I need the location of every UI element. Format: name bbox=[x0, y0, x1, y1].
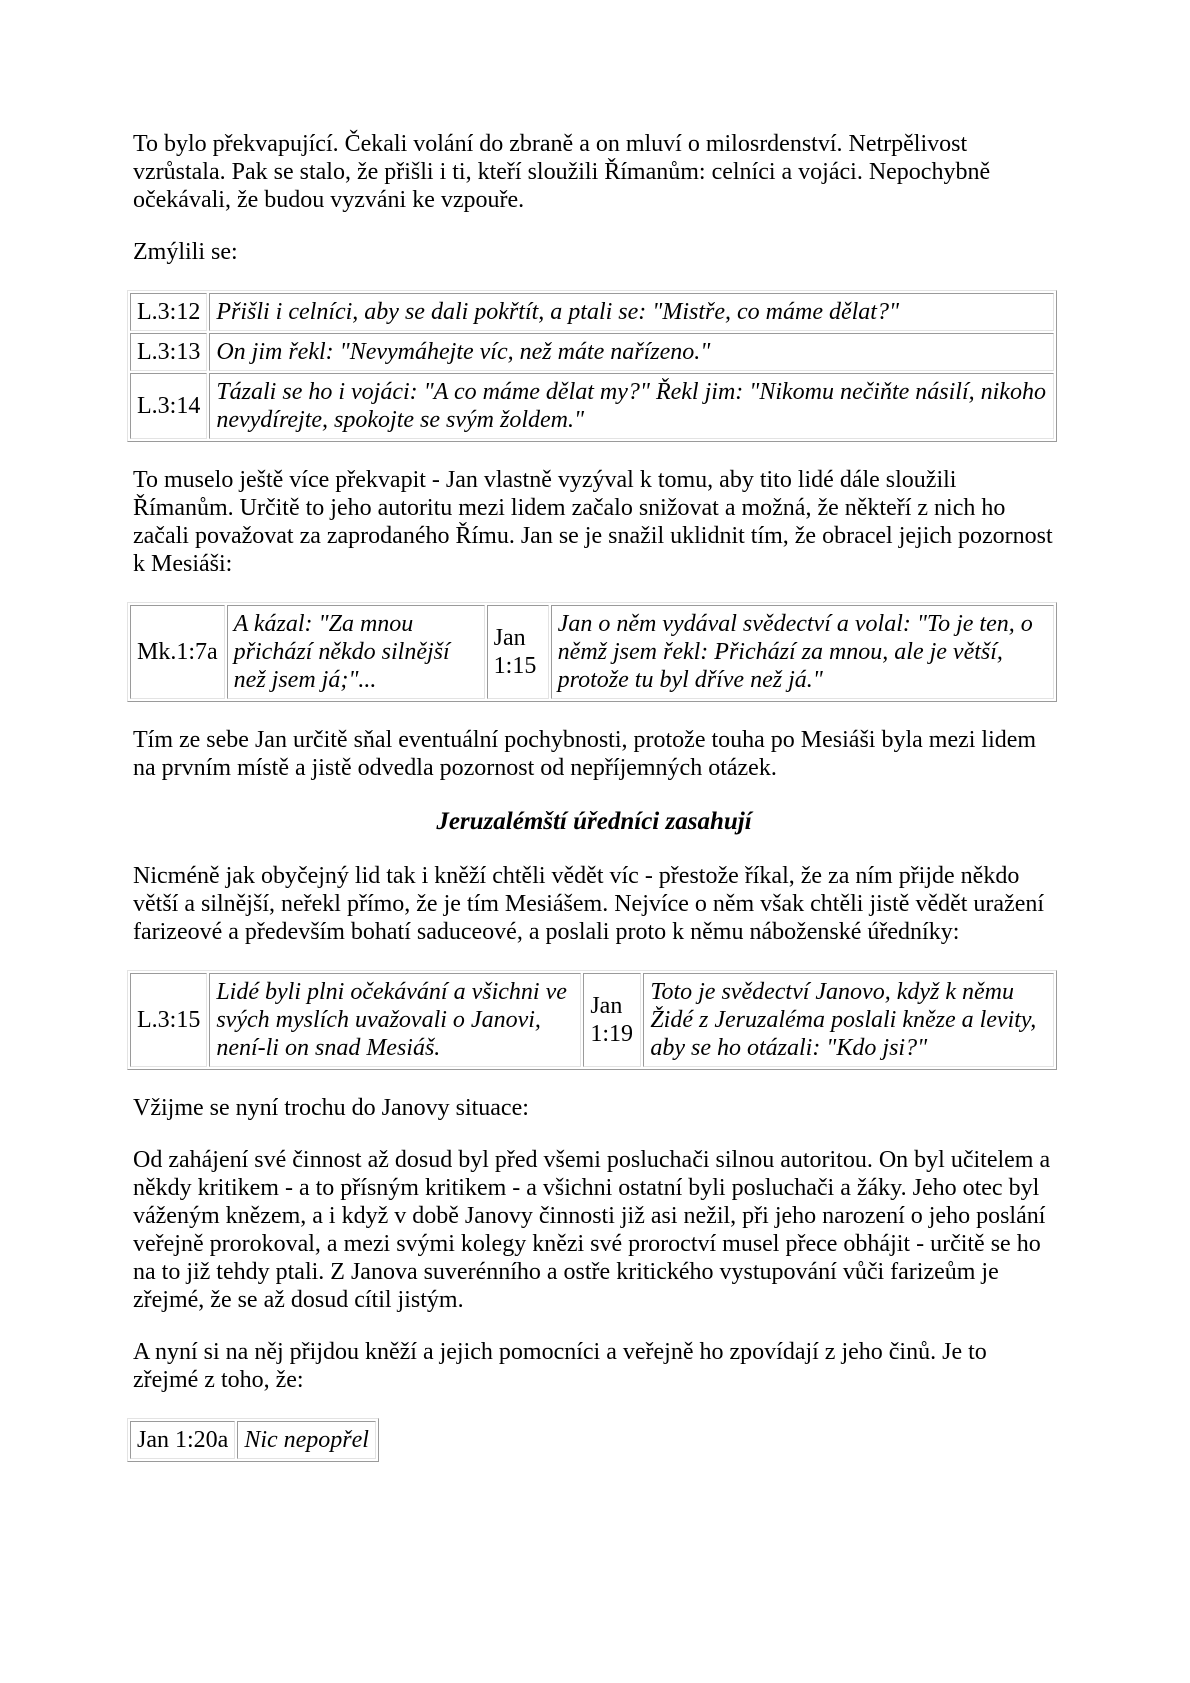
verse-reference: Mk.1:7a bbox=[130, 605, 225, 699]
verse-text: A kázal: "Za mnou přichází někdo silnější než jsem já;"... bbox=[227, 605, 485, 699]
table-row bbox=[130, 1421, 376, 1459]
paragraph-commentary: To muselo ještě více překvapit - Jan vlastně vyzýval k tomu, aby tito lidé dále sloužili Římanům. Určitě to jeho autoritu mezi lidem začalo snižovat a možná, že někteří z nich ho začali považovat za zaprodaného Římu. Jan se je snažil uklidnit tím, že obracel jejich pozornost k Mesiáši: bbox=[133, 467, 1053, 577]
paragraph-commentary: Nicméně jak obyčejný lid tak i kněží chtěli vědět víc - přestože říkal, že za ním přijde někdo větší a silnější, neřekl přímo, že je tím Mesiášem. Nejvíce o něm však chtěli jistě vědět uražení farizeové a především bohatí saduceové, a poslali proto k němu náboženské úředníky: bbox=[133, 863, 1045, 945]
verse-reference: L.3:13 bbox=[130, 333, 207, 371]
table-row bbox=[130, 973, 1054, 1067]
verse-text: Nic nepopřel bbox=[237, 1421, 376, 1459]
verse-text: Tázali se ho i vojáci: "A co máme dělat my?" Řekl jim: "Nikomu nečiňte násilí, nikoho nevydírejte, spokojte se svým žoldem." bbox=[209, 373, 1054, 439]
verse-reference: L.3:12 bbox=[130, 293, 207, 331]
verse-text: On jim řekl: "Nevymáhejte víc, než máte nařízeno." bbox=[209, 333, 1054, 371]
verse-reference: Jan 1:20a bbox=[130, 1421, 235, 1459]
verse-text: Jan o něm vydával svědectví a volal: "To je ten, o němž jsem řekl: Přichází za mnou, ale je větší, protože tu byl dříve než já." bbox=[551, 605, 1054, 699]
table-row bbox=[130, 605, 1054, 699]
paragraph-commentary: Vžijme se nyní trochu do Janovy situace: bbox=[133, 1095, 529, 1121]
paragraph-commentary: A nyní si na něj přijdou kněží a jejich pomocníci a veřejně ho zpovídají z jeho činů. Je to zřejmé z toho, že: bbox=[133, 1339, 987, 1393]
table-row bbox=[130, 333, 1054, 371]
paragraph-commentary: Tím ze sebe Jan určitě sňal eventuální pochybnosti, protože touha po Mesiáši byla mezi lidem na prvním místě a jistě odvedla pozornost od nepříjemných otázek. bbox=[133, 727, 1037, 781]
table-row bbox=[130, 293, 1054, 331]
verse-table-luke-3-12-14 bbox=[127, 290, 1057, 442]
verse-text: Přišli i celníci, aby se dali pokřtít, a ptali se: "Mistře, co máme dělat?" bbox=[209, 293, 1054, 331]
verse-text: Toto je svědectví Janovo, když k němu Židé z Jeruzaléma poslali kněze a levity, aby se ho otázali: "Kdo jsi?" bbox=[643, 973, 1054, 1067]
table-row bbox=[130, 373, 1054, 439]
verse-text: Lidé byli plni očekávání a všichni ve svých myslích uvažovali o Janovi, není-li on snad Mesiáš. bbox=[209, 973, 581, 1067]
paragraph-zmylili-se: Zmýlili se: bbox=[133, 239, 238, 265]
verse-table-luke-john bbox=[127, 970, 1057, 1070]
verse-table-john-1-20a bbox=[127, 1418, 379, 1462]
section-heading: Jeruzalémští úředníci zasahují bbox=[436, 808, 752, 835]
document-content bbox=[133, 130, 1055, 1484]
verse-reference: L.3:14 bbox=[130, 373, 207, 439]
paragraph-intro: To bylo překvapující. Čekali volání do zbraně a on mluví o milosrdenství. Netrpělivost vzrůstala. Pak se stalo, že přišli i ti, kteří sloužili Římanům: celníci a vojáci. Nepochybně očekávali, že budou vyzváni ke vzpouře. bbox=[133, 131, 991, 213]
verse-reference: Jan 1:19 bbox=[583, 973, 641, 1067]
verse-reference: L.3:15 bbox=[130, 973, 207, 1067]
verse-reference: Jan 1:15 bbox=[487, 605, 549, 699]
verse-table-mark-john bbox=[127, 602, 1057, 702]
paragraph-commentary: Od zahájení své činnost až dosud byl před všemi posluchači silnou autoritou. On byl učitelem a někdy kritikem - a to přísným kritikem - a všichni ostatní byli posluchači a žáky. Jeho otec byl váženým knězem, a i když v době Janovy činnosti již asi nežil, při jeho narození o jeho poslání veřejně prorokoval, a mezi svými kolegy knězi své proroctví musel přece obhájit - určitě se ho na to již tehdy ptali. Z Janova suverénního a ostře kritického vystupování vůči farizeům je zřejmé, že se až dosud cítil jistým. bbox=[133, 1147, 1051, 1313]
